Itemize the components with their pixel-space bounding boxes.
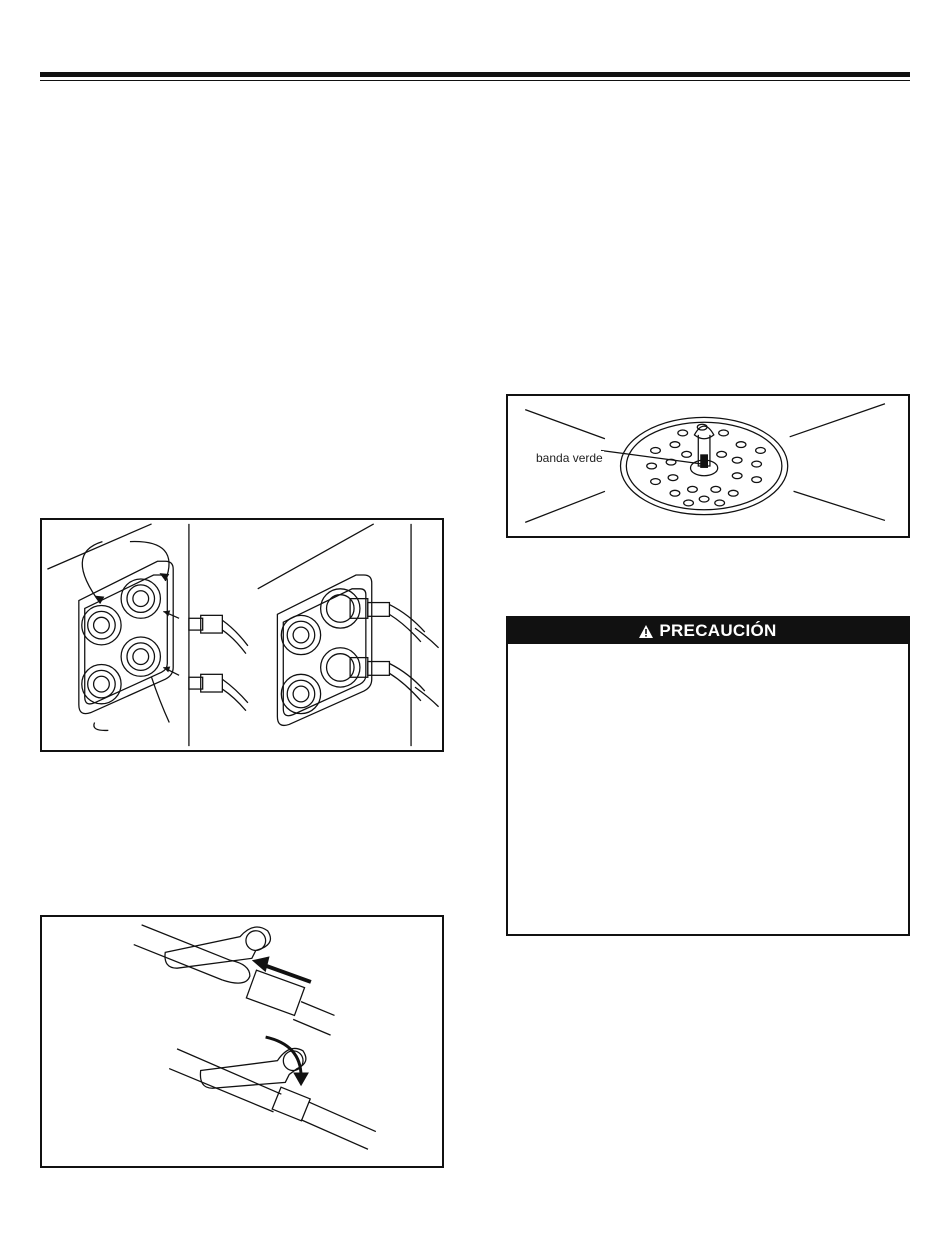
burner-illustration [508, 396, 908, 536]
wrench-illustration [42, 917, 442, 1166]
figure-wrench-tightening [40, 915, 444, 1168]
caution-header [508, 618, 908, 644]
figure-burner-green-band [506, 394, 910, 538]
figure-hose-connectors [40, 518, 444, 752]
header-rule [40, 72, 910, 77]
warning-triangle-icon [639, 625, 653, 638]
connector-illustration [42, 520, 442, 750]
header-rule-thin [40, 80, 910, 81]
green-band-label: banda verde [536, 451, 603, 465]
caution-box [506, 616, 910, 936]
caution-title: PRECAUCIÓN [659, 621, 777, 640]
